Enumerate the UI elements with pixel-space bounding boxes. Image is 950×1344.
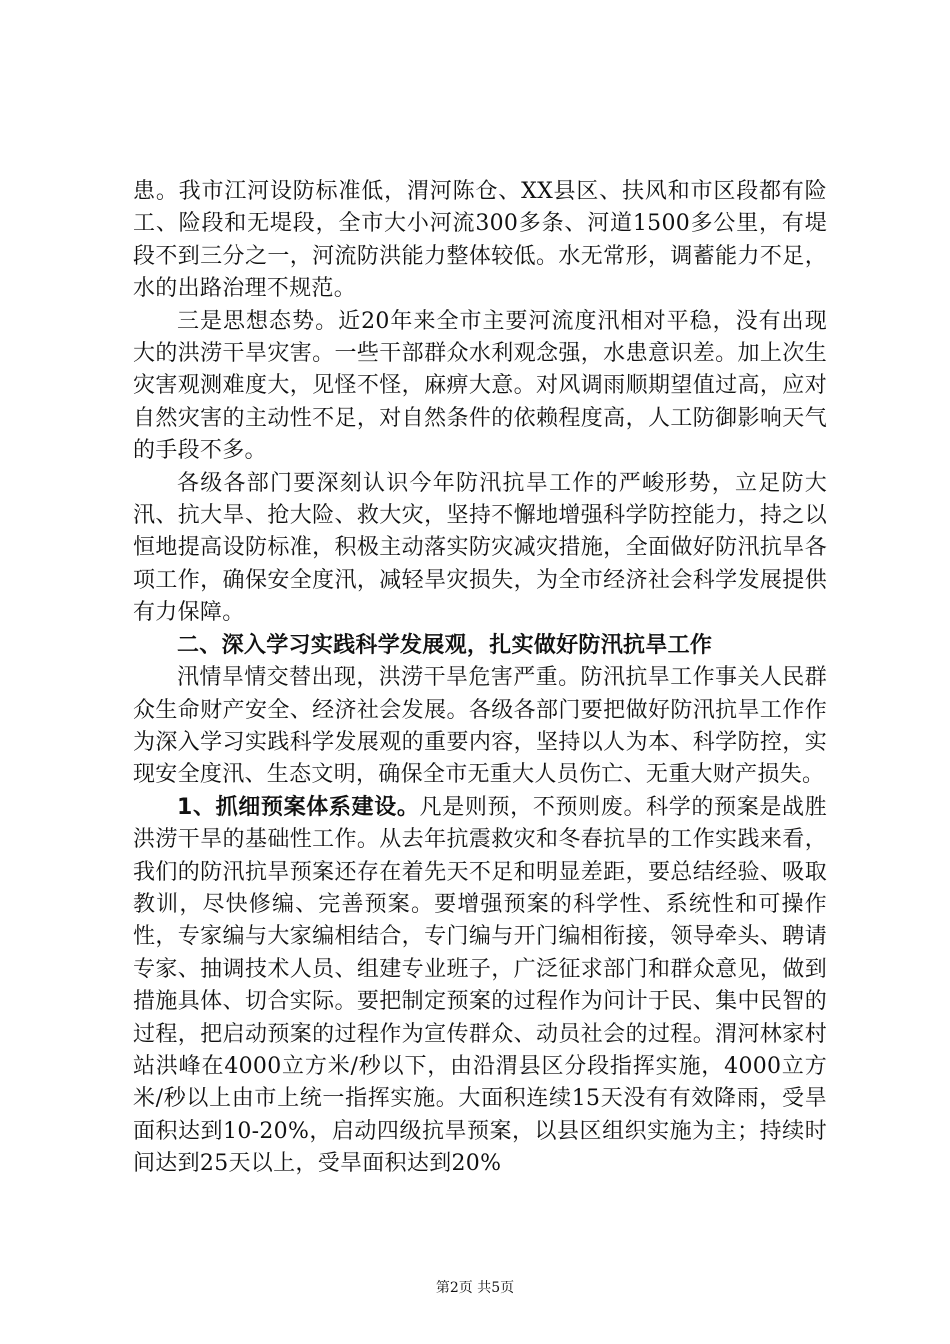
paragraph-1: 患。我市江河设防标准低，渭河陈仓、XX县区、扶风和市区段都有险工、险段和无堤段，全市大小河流300多条、河道1500多公里，有堤段不到三分之一，河流防洪能力整体较低。水无常形，调蓄能力不足，水的出路治理不规范。 xyxy=(133,179,827,302)
paragraph-5-lead: 1、抓细预案体系建设。 xyxy=(177,794,420,820)
page-footer: 第2页 共5页 xyxy=(435,1280,515,1296)
paragraph-5 xyxy=(133,792,827,1181)
paragraph-3: 各级各部门要深刻认识今年防汛抗旱工作的严峻形势，立足防大汛、抗大旱、抢大险、救大灾，坚持不懈地增强科学防控能力，持之以恒地提高设防标准，积极主动落实防灾减灾措施，全面做好防汛抗旱各项工作，确保安全度汛，减轻旱灾损失，为全市经济社会科学发展提供有力保障。 xyxy=(133,470,827,626)
paragraph-4: 汛情旱情交替出现，洪涝干旱危害严重。防汛抗旱工作事关人民群众生命财产安全、经济社会发展。各级各部门要把做好防汛抗旱工作作为深入学习实践科学发展观的重要内容，坚持以人为本、科学防控，实现安全度汛、生态文明，确保全市无重大人员伤亡、无重大财产损失。 xyxy=(133,665,827,788)
document-body xyxy=(133,176,827,1181)
paragraph-5-text: 凡是则预，不预则废。科学的预案是战胜洪涝干旱的基础性工作。从去年抗震救灾和冬春抗旱的工作实践来看，我们的防汛抗旱预案还存在着先天不足和明显差距，要总结经验、吸取教训，尽快修编、完善预案。要增强预案的科学性、系统性和可操作性，专家编与大家编相结合，专门编与开门编相衔接，领导牵头、聘请专家、抽调技术人员、组建专业班子，广泛征求部门和群众意见，做到措施具体、切合实际。要把制定预案的过程作为问计于民、集中民智的过程，把启动预案的过程作为宣传群众、动员社会的过程。渭河林家村站洪峰在4000立方米/秒以下，由沿渭县区分段指挥实施，4000立方米/秒以上由市上统一指挥实施。大面积连续15天没有有效降雨，受旱面积达到10-20%，启动四级抗旱预案，以县区组织实施为主；持续时间达到25天以上，受旱面积达到20% xyxy=(133,794,827,1177)
paragraph-2: 三是思想态势。近20年来全市主要河流度汛相对平稳，没有出现大的洪涝干旱灾害。一些干部群众水利观念强，水患意识差。加上次生灾害观测难度大，见怪不怪，麻痹大意。对风调雨顺期望值过高，应对自然灾害的主动性不足，对自然条件的依赖程度高，人工防御影响天气的手段不多。 xyxy=(133,308,827,464)
section-heading-2: 二、深入学习实践科学发展观，扎实做好防汛抗旱工作 xyxy=(177,632,713,658)
